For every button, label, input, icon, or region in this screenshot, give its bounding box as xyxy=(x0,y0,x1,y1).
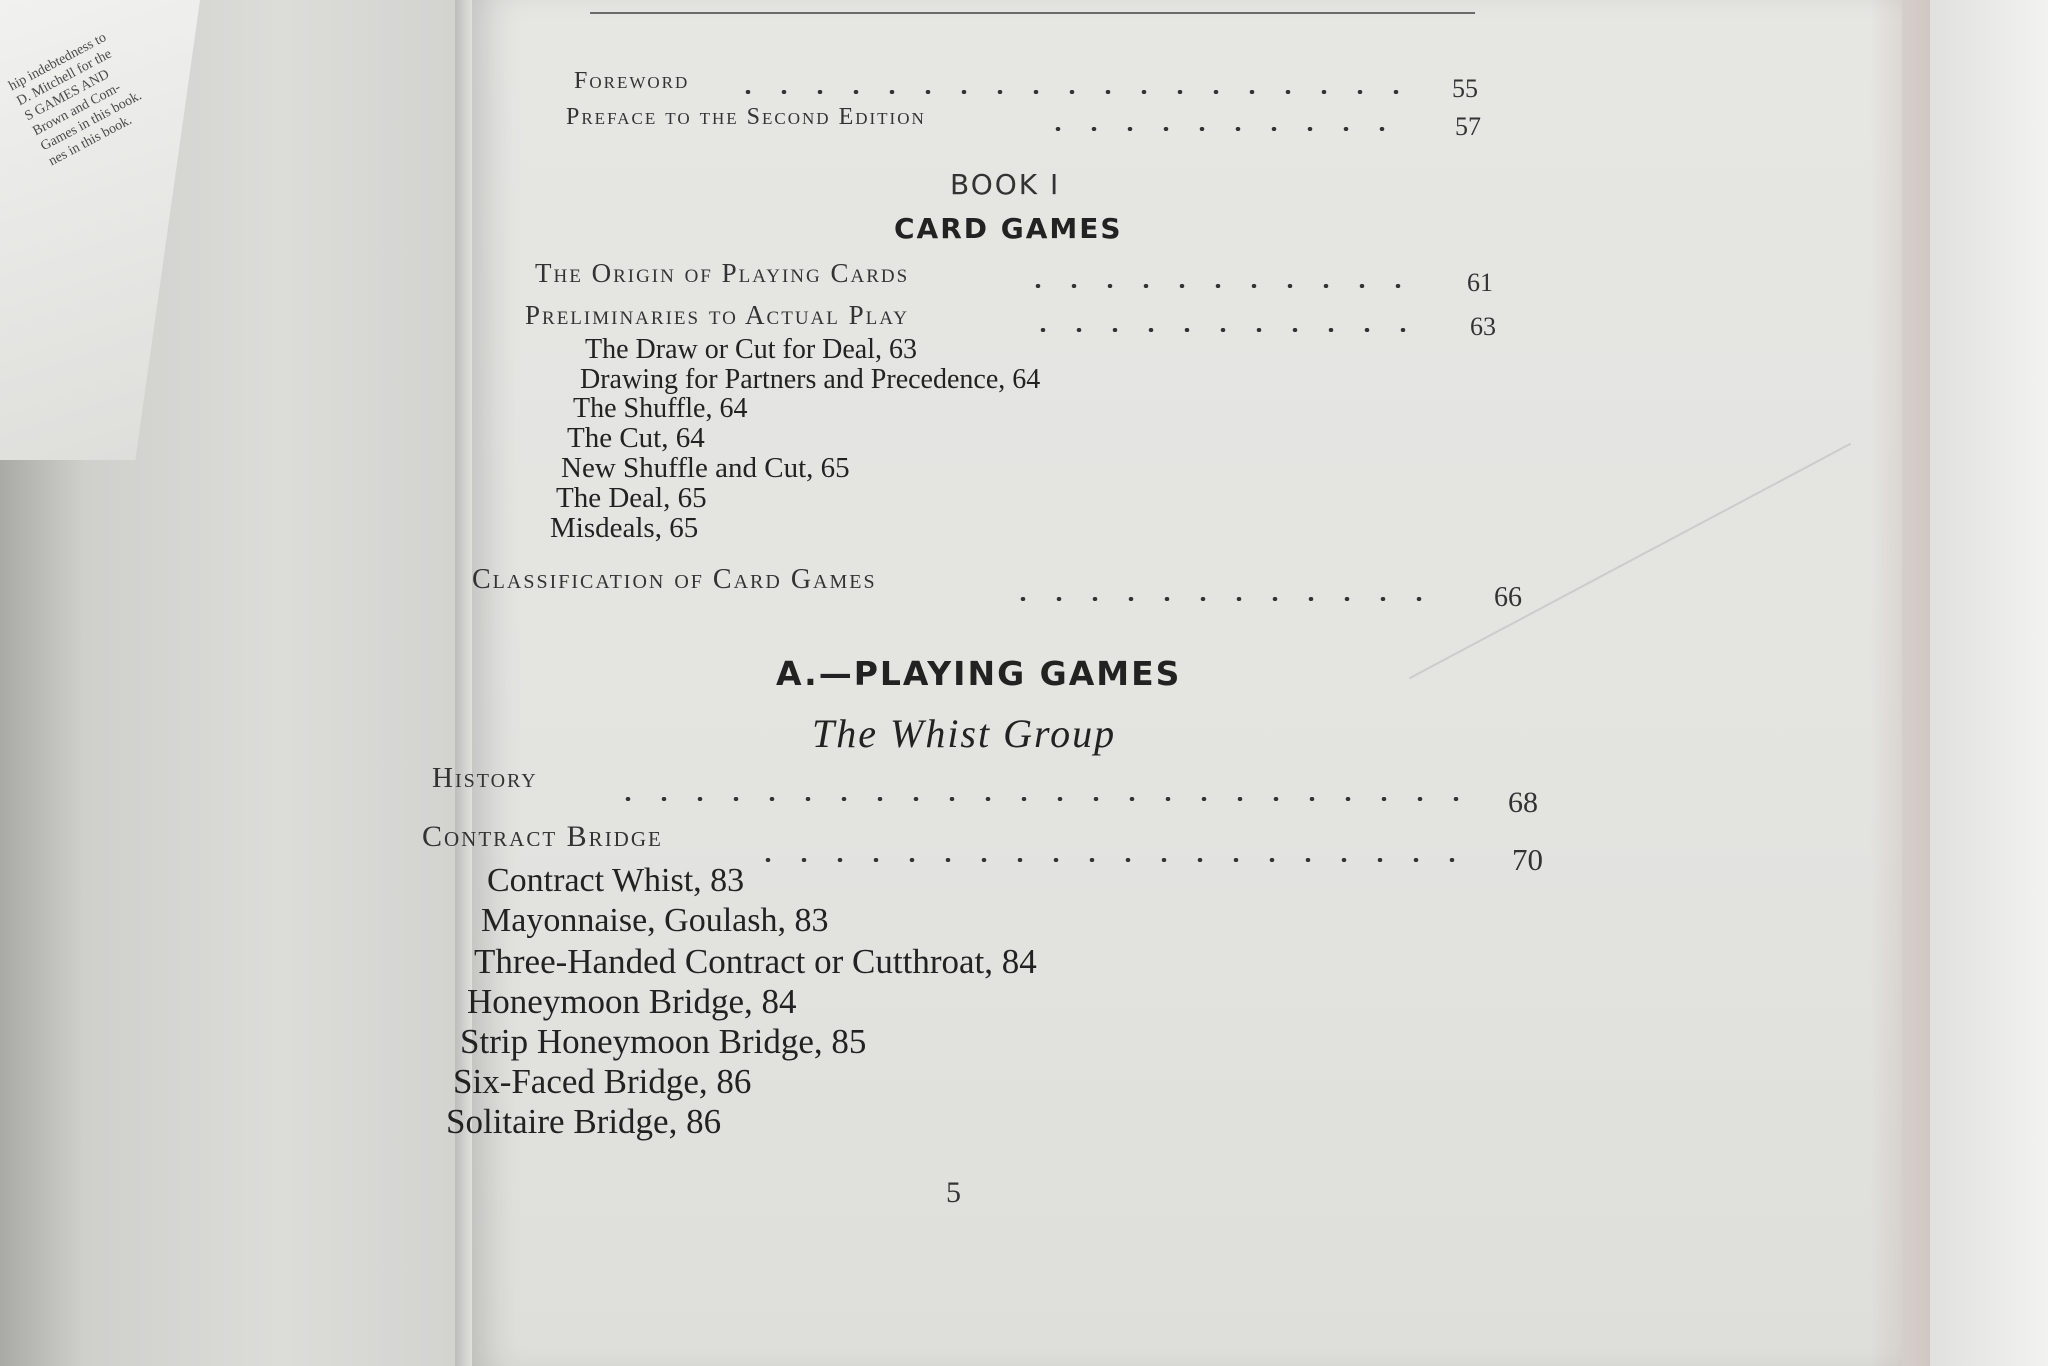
leader-dots xyxy=(1025,328,1425,332)
toc-page-contract-bridge: 70 xyxy=(1512,842,1543,877)
book-title: CARD GAMES xyxy=(894,212,1123,245)
toc-entry-contract-bridge: Contract Bridge xyxy=(422,820,663,853)
page-edge xyxy=(1870,0,1930,1366)
toc-page-classification: 66 xyxy=(1494,582,1522,613)
toc-subentry: The Shuffle, 64 xyxy=(573,393,748,424)
toc-subentry: Honeymoon Bridge, 84 xyxy=(467,982,797,1021)
left-page xyxy=(0,0,470,1366)
leader-dots xyxy=(750,858,1460,862)
toc-page-foreword: 55 xyxy=(1452,74,1478,103)
toc-entry-foreword: Foreword xyxy=(574,68,690,94)
group-heading: The Whist Group xyxy=(812,711,1117,756)
toc-subentry: Three-Handed Contract or Cutthroat, 84 xyxy=(474,942,1037,981)
toc-subentry: Mayonnaise, Goulash, 83 xyxy=(481,902,829,939)
toc-page-preface: 57 xyxy=(1455,112,1481,141)
toc-subentry: Misdeals, 65 xyxy=(550,512,699,544)
toc-subentry: New Shuffle and Cut, 65 xyxy=(561,452,850,484)
toc-subentry: The Cut, 64 xyxy=(567,422,705,454)
leader-dots xyxy=(1020,284,1430,288)
header-rule xyxy=(590,12,1475,14)
toc-page-preliminaries: 63 xyxy=(1470,312,1496,341)
toc-subentry: Six-Faced Bridge, 86 xyxy=(453,1062,752,1101)
leader-dots xyxy=(1005,597,1445,601)
toc-entry-classification: Classification of Card Games xyxy=(472,564,877,595)
toc-subentry: The Draw or Cut for Deal, 63 xyxy=(585,334,918,365)
toc-subentry: Strip Honeymoon Bridge, 85 xyxy=(460,1022,867,1061)
toc-subentry: Contract Whist, 83 xyxy=(487,862,745,899)
toc-entry-origin: The Origin of Playing Cards xyxy=(535,258,910,288)
contents-page xyxy=(472,0,1902,1366)
toc-entry-preliminaries: Preliminaries to Actual Play xyxy=(525,300,909,330)
page-number: 5 xyxy=(946,1176,961,1209)
leader-dots xyxy=(1040,127,1410,131)
part-heading: A.—PLAYING GAMES xyxy=(776,654,1182,693)
toc-subentry: The Deal, 65 xyxy=(556,482,707,514)
book-label: BOOK I xyxy=(950,168,1061,201)
toc-page-origin: 61 xyxy=(1467,268,1493,297)
leader-dots xyxy=(730,90,1410,94)
toc-subentry: Drawing for Partners and Precedence, 64 xyxy=(580,364,1041,395)
leader-dots xyxy=(610,797,1460,801)
toc-subentry: Solitaire Bridge, 86 xyxy=(446,1102,722,1141)
toc-page-history: 68 xyxy=(1508,786,1538,819)
left-page-text: hip indebtedness to D. Mitchell for the S GAMES AND Brown and Com- Games in this book. nes in this book. xyxy=(6,30,145,170)
toc-entry-preface: Preface to the Second Edition xyxy=(566,104,926,130)
toc-entry-history: History xyxy=(432,762,538,794)
